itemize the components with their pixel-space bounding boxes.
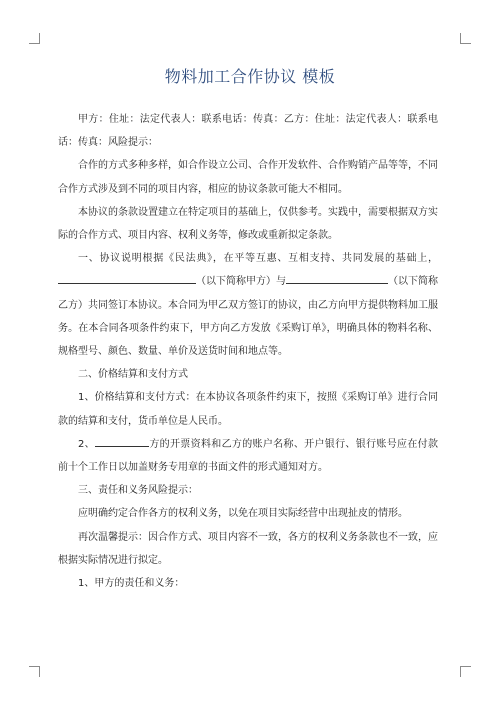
- parties-paragraph: 甲方：住址：法定代表人：联系电话：传真：乙方：住址：法定代表人：联系电话：传真：风险提示：: [58, 114, 438, 149]
- subsection-heading: 1、甲方的责任和义务：: [78, 578, 185, 590]
- party-b-text: （以下简称乙方）共同签订本协议。本合同为甲乙双方签订的协议，由乙方向甲方提供物料加工服务。在本合同各项条件约束下，甲方向乙方发放《采购订单》，明确具体的物料名称、规格型号、颜色、数量、单价及送货时间和地点等。: [58, 276, 438, 358]
- blank-line: [84, 272, 196, 284]
- clause-text: 方的开票资料和乙方的账户名称、开户银行、银行账号应在付款前十个工作日以加盖财务专用章的书面文件的形式通知对方。: [58, 438, 438, 474]
- cooperation-note-paragraph: 合作的方式多种多样，如合作设立公司、合作开发软件、合作购销产品等等，不同合作方式涉及到不同的项目内容，相应的协议条款可能大不相同。: [58, 160, 438, 195]
- section-heading: 三、责任和义务风险提示：: [78, 485, 198, 497]
- blank-line: [95, 435, 149, 447]
- document-body: [58, 108, 438, 595]
- clause-paragraph: 1、价格结算和支付方式：在本协议各项条件约束下，按照《采购订单》进行合同款的结算和支付，货币单位是人民币。: [58, 392, 438, 427]
- crop-mark-bottom-left: [29, 666, 40, 677]
- clause-paragraph: 应明确约定合作各方的权利义务，以免在项目实际经营中出现扯皮的情形。: [78, 508, 408, 520]
- document-title: 物料加工合作协议 模板: [164, 67, 336, 86]
- party-a-text: （以下简称甲方）与: [196, 276, 286, 288]
- crop-mark-top-left: [29, 33, 40, 44]
- agreement-description-paragraph: [58, 247, 438, 363]
- section-heading: 二、价格结算和支付方式: [78, 369, 188, 381]
- agreement-intro-text: 一、协议说明根据《民法典》，在平等互惠、互相支持、共同发展的基础上，: [78, 253, 438, 265]
- blank-line: [286, 272, 388, 284]
- clause-number: 2、: [78, 438, 96, 450]
- clause-paragraph: 再次温馨提示：因合作方式、项目内容不一致，各方的权利义务条款也不一致，应根据实际情况进行拟定。: [58, 531, 438, 566]
- clause-paragraph: [58, 433, 438, 479]
- blank-line: [58, 272, 84, 284]
- crop-mark-top-right: [460, 33, 471, 44]
- reference-note-paragraph: 本协议的条款设置建立在特定项目的基础上，仅供参考。实践中，需要根据双方实际的合作方式、项目内容、权利义务等，修改或重新拟定条款。: [58, 206, 438, 242]
- crop-mark-bottom-right: [460, 666, 471, 677]
